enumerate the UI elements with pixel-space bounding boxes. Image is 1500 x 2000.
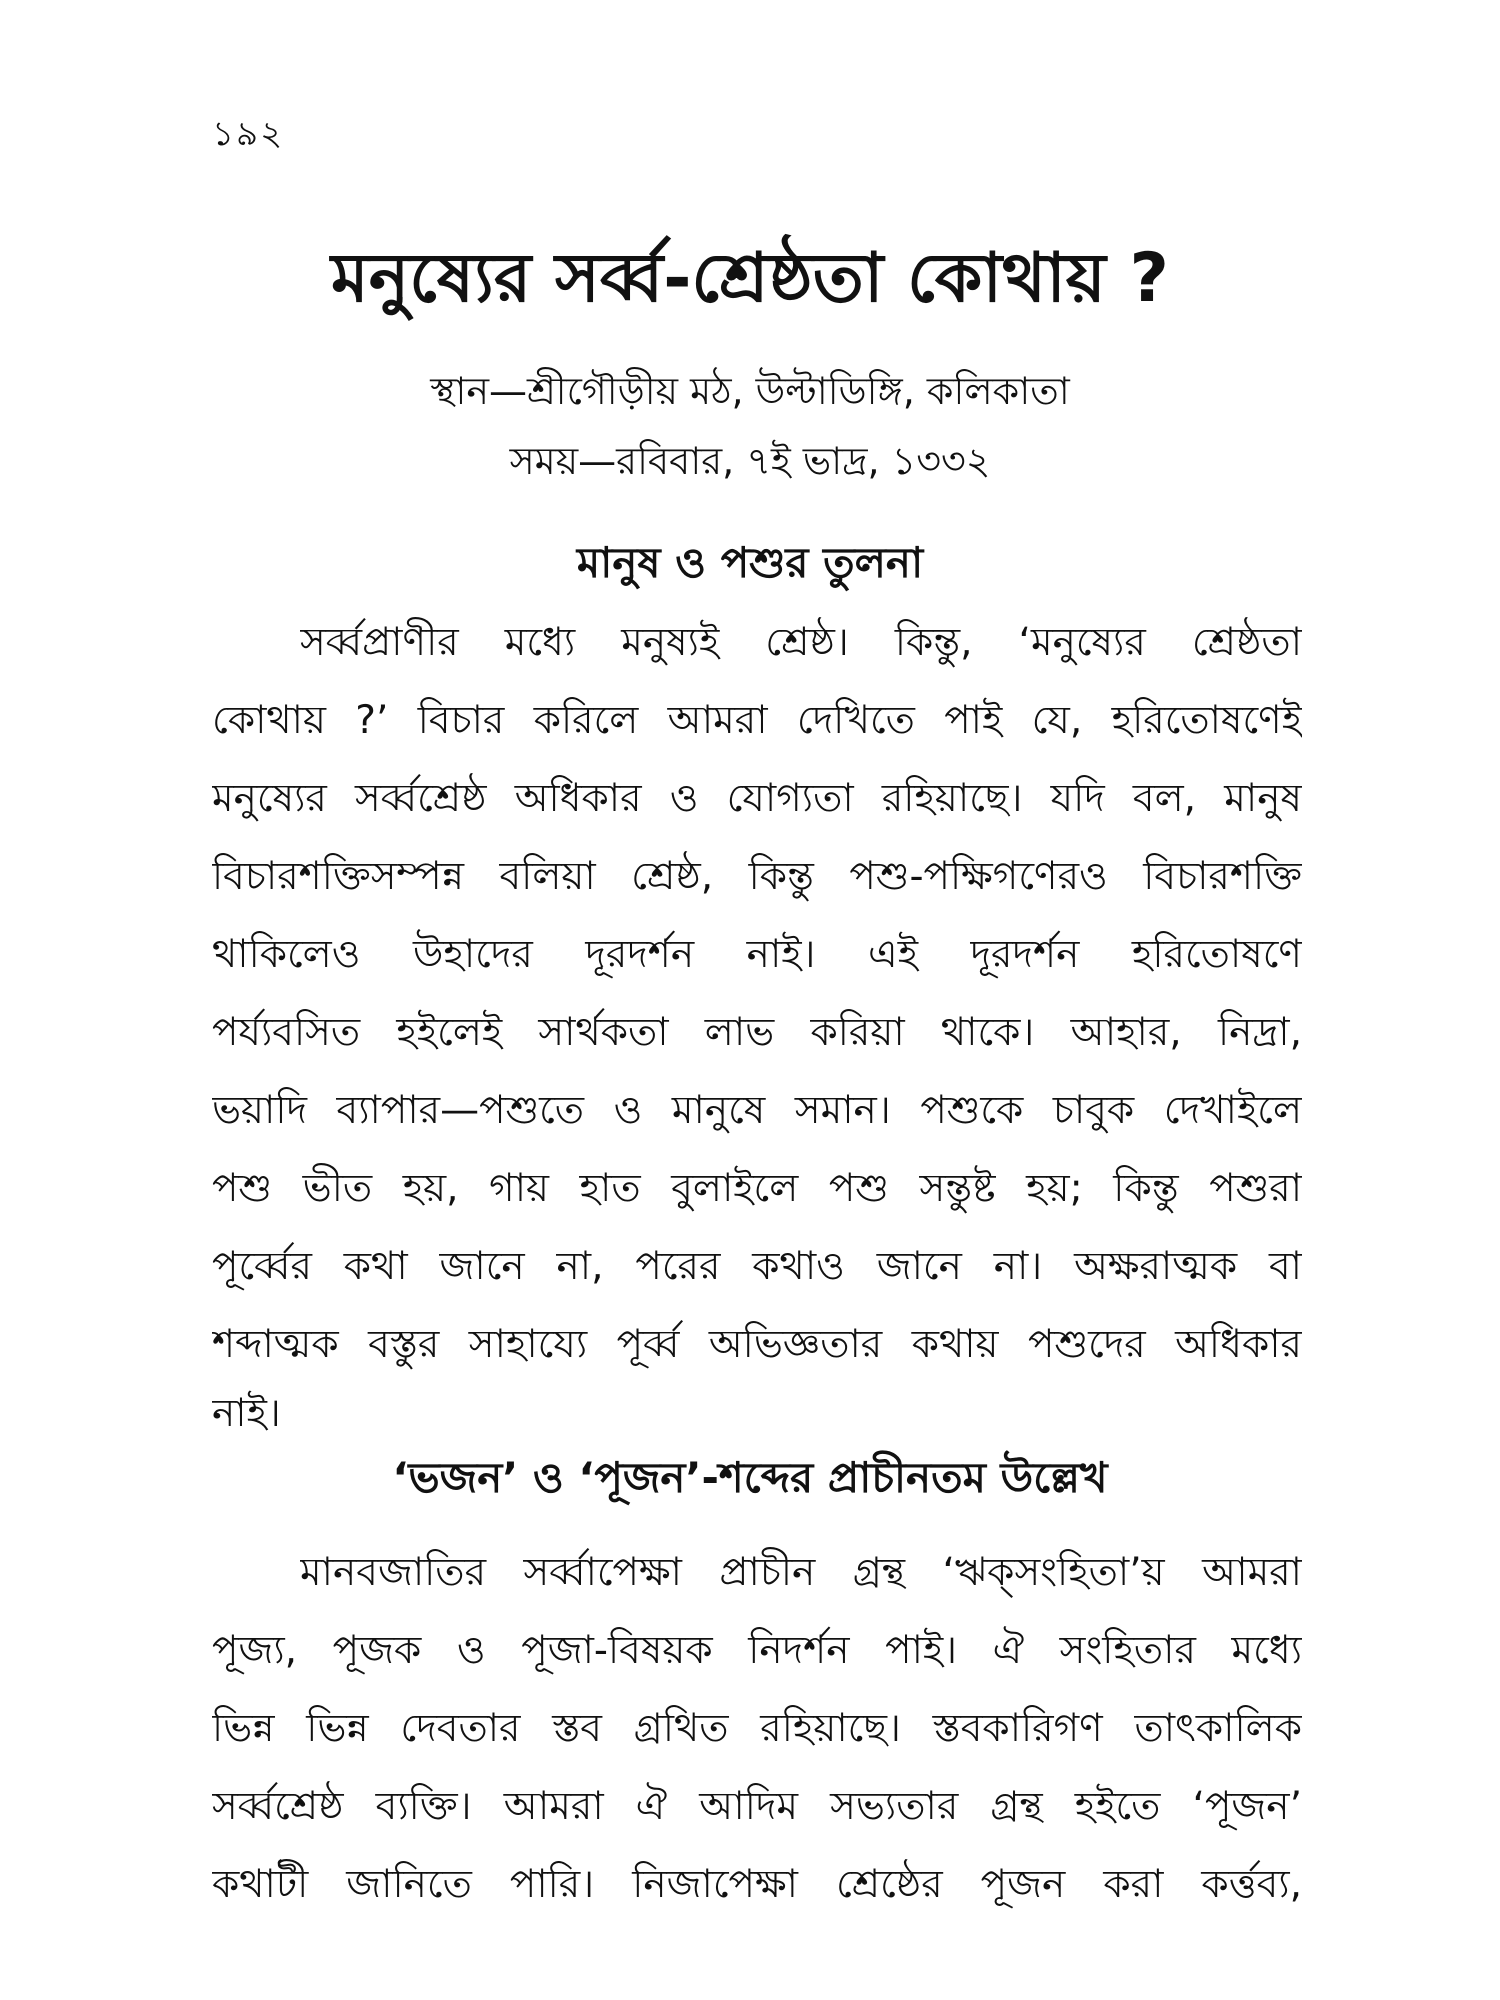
paragraph-line: নাই।: [212, 1391, 281, 1436]
paragraph-line: মনুষ্যের সর্ব্বশ্রেষ্ঠ অধিকার ও যোগ্যতা রহিয়াছে। যদি বল, মানুষ: [212, 776, 1302, 821]
paragraph-line: পর্য্যবসিত হইলেই সার্থকতা লাভ করিয়া থাকে। আহার, নিদ্রা,: [212, 1010, 1302, 1055]
paragraph-line: কথাটী জানিতে পারি। নিজাপেক্ষা শ্রেষ্ঠের পূজন করা কর্ত্তব্য,: [212, 1862, 1302, 1907]
paragraph-line: ভয়াদি ব্যাপার—পশুতে ও মানুষে সমান। পশুকে চাবুক দেখাইলে: [212, 1088, 1302, 1133]
paragraph-line: বিচারশক্তিসম্পন্ন বলিয়া শ্রেষ্ঠ, কিন্তু পশু-পক্ষিগণেরও বিচারশক্তি: [212, 854, 1302, 899]
paragraph-line: সর্ব্বপ্রাণীর মধ্যে মনুষ্যই শ্রেষ্ঠ। কিন্তু, ‘মনুষ্যের শ্রেষ্ঠতা: [300, 620, 1302, 665]
paragraph-line: পশু ভীত হয়, গায় হাত বুলাইলে পশু সন্তুষ্ট হয়; কিন্তু পশুরা: [212, 1166, 1302, 1211]
chapter-title: মনুষ্যের সর্ব্ব-শ্রেষ্ঠতা কোথায় ?: [331, 239, 1169, 318]
paragraph-line: ভিন্ন ভিন্ন দেবতার স্তব গ্রথিত রহিয়াছে। স্তবকারিগণ তাৎকালিক: [212, 1706, 1302, 1751]
page-number: ১৯২: [212, 114, 285, 154]
meta-place: স্থান—শ্রীগৌড়ীয় মঠ, উল্টাডিঙ্গি, কলিকাতা: [430, 369, 1070, 413]
meta-time: সময়—রবিবার, ৭ই ভাদ্র, ১৩৩২: [509, 439, 991, 483]
section-heading: ‘ভজন’ ও ‘পূজন’-শব্দের প্রাচীনতম উল্লেখ: [392, 1453, 1108, 1502]
paragraph-line: পূজ্য, পূজক ও পূজা-বিষয়ক নিদর্শন পাই। ঐ সংহিতার মধ্যে: [212, 1628, 1302, 1673]
paragraph-line: মানবজাতির সর্ব্বাপেক্ষা প্রাচীন গ্রন্থ ‘ঋক্‌সংহিতা’য় আমরা: [300, 1550, 1302, 1595]
paragraph-line: শব্দাত্মক বস্তুর সাহায্যে পূর্ব্ব অভিজ্ঞতার কথায় পশুদের অধিকার: [212, 1322, 1302, 1367]
section-heading: মানুষ ও পশুর তুলনা: [576, 538, 924, 587]
paragraph-line: কোথায় ?’ বিচার করিলে আমরা দেখিতে পাই যে, হরিতোষণেই: [212, 698, 1302, 743]
paragraph-line: থাকিলেও উহাদের দূরদর্শন নাই। এই দূরদর্শন হরিতোষণে: [212, 932, 1302, 977]
paragraph-line: পূর্ব্বের কথা জানে না, পরের কথাও জানে না। অক্ষরাত্মক বা: [212, 1244, 1302, 1289]
paragraph-line: সর্ব্বশ্রেষ্ঠ ব্যক্তি। আমরা ঐ আদিম সভ্যতার গ্রন্থ হইতে ‘পূজন’: [212, 1784, 1302, 1829]
